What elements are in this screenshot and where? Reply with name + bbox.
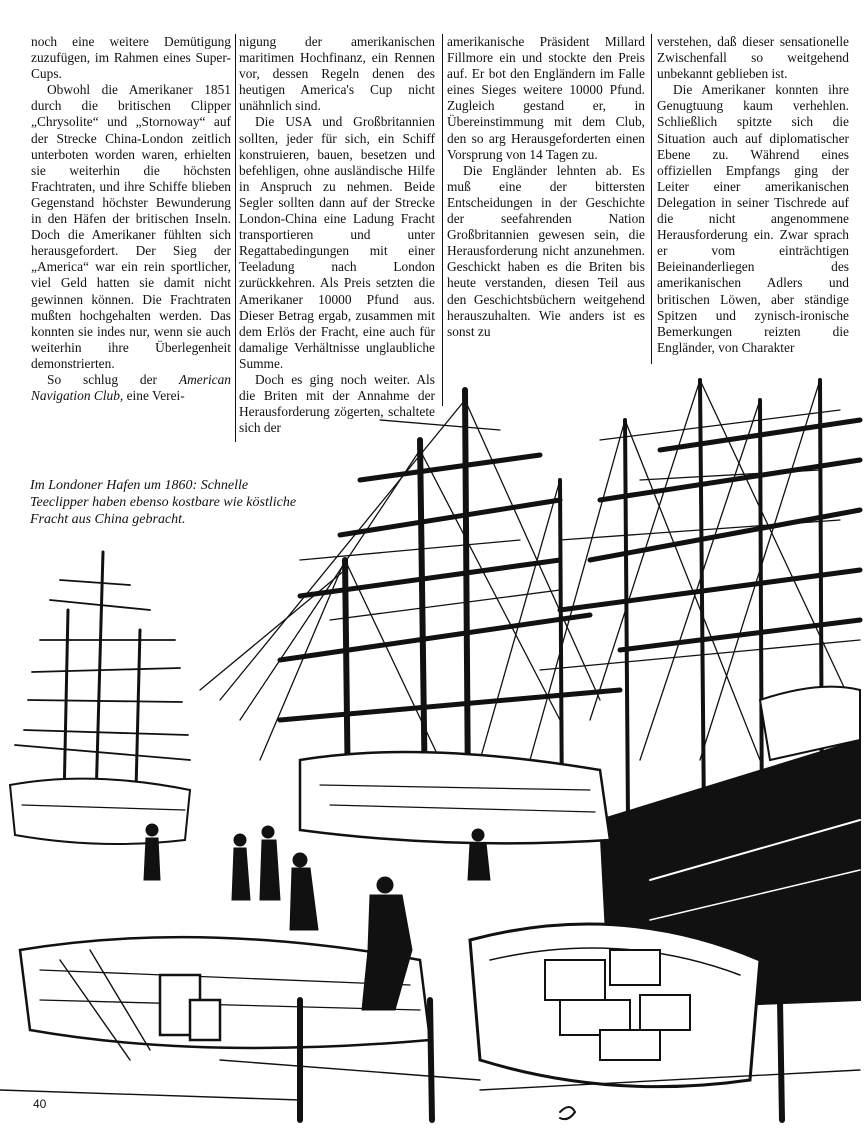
paragraph: nigung der amerikanischen maritimen Hochfinanz, ein Rennen vor, dessen Regeln denen des heutigen America's Cup nicht unähnlich sind. <box>239 34 435 114</box>
page-number: 40 <box>33 1097 47 1111</box>
column-rule <box>235 34 236 442</box>
text-run: So schlug der <box>47 371 179 387</box>
paragraph: verstehen, daß dieser sensationelle Zwischenfall so weitgehend unbekannt geblieben ist. <box>657 34 849 82</box>
image-caption: Im Londoner Hafen um 1860: Schnelle Teeclipper haben ebenso kostbare wie köstliche Fracht aus China gebracht. <box>30 478 297 527</box>
club-name: American Navigation Club, <box>31 371 231 404</box>
paragraph: Die Amerikaner konnten ihre Genugtuung kaum verhehlen. Schließlich spitzte sich die Situation auch auf diplomatischer Ebene zu. Während eines offiziellen Empfangs ging der Leiter einer amerikanischen Delegation in seiner Tischrede auf die nicht angenommene Herausforderung ein. Zwar sprach er vom einträchtigen Beieinanderliegen des amerikanischen Adlers und britischen Löwen, aber ständige Spitzen und zynisch-ironische Bemerkungen reizten die Engländer, von Charakter <box>657 82 849 355</box>
paragraph: Die Engländer lehnten ab. Es muß eine der bittersten Entscheidungen in der Geschichte der seefahrenden Nation Großbritannien gewesen sein, die Herausforderung nicht anzunehmen. Geschickt haben es die Briten bis heute verstanden, diesen Teil aus den Geschichtsbüchern weitgehend herauszuhalten. Wie anders ist es sonst zu <box>447 162 645 339</box>
column-rule <box>651 34 652 364</box>
paragraph: Doch es ging noch weiter. Als die Briten mit der Annahme der Herausforderung zögerten, schaltete sich der <box>239 371 435 436</box>
text-column-2 <box>239 34 435 436</box>
paragraph <box>31 372 231 404</box>
paragraph: Obwohl die Amerikaner 1851 durch die britischen Clipper „Chrysolite“ und „Stornoway“ auf der Strecke China-London zeitlich unterboten worden waren, erhielten sie weiterhin die höchsten Frachtraten, und ihre Schiffe blieben Gegenstand höchster Bewunderung in den Häfen der britischen Inseln. Doch die Amerikaner fühlten sich herausgefordert. Der Sieg der „America“ war ein rein sportlicher, viel Geld hatten sie damit nicht gewinnen können. Die Frachtraten mußten hochgehalten werden. Das konnten sie indes nur, wenn sie auch weiterhin ihre Überlegenheit demonstrierten. <box>31 82 231 371</box>
column-rule <box>442 34 443 406</box>
paragraph: Die USA und Großbritannien sollten, jeder für sich, ein Schiff konstruieren, bauen, besetzen und befehligen, ohne ausländische Hilfe in Anspruch zu nehmen. Beide Segler sollten dann auf der Strecke London-China eine Ladung Fracht transportieren und unter Regattabedingungen mit einer Teeladung nach London zurückkehren. Als Preis setzten die Amerikaner 10000 Pfund aus. Dieser Betrag ergab, zusammen mit dem Erlös der Fracht, eine auch für damalige Verhältnisse unglaubliche Summe. <box>239 114 435 371</box>
text-column-3 <box>447 34 645 340</box>
text-column-1 <box>31 34 231 404</box>
text-column-4 <box>657 34 849 356</box>
paragraph: amerikanische Präsident Millard Fillmore ein und stockte den Preis auf. Er bot den Engländern im Falle eines Sieges weitere 10000 Pfund. Zugleich gestand er, in Übereinstimmung mit dem Club, den so arg Herausgeforderten einen Vorsprung von 14 Tagen zu. <box>447 34 645 162</box>
paragraph: noch eine weitere Demütigung zuzufügen, im Rahmen eines Super-Cups. <box>31 34 231 82</box>
text-run: eine Verei- <box>123 388 185 404</box>
